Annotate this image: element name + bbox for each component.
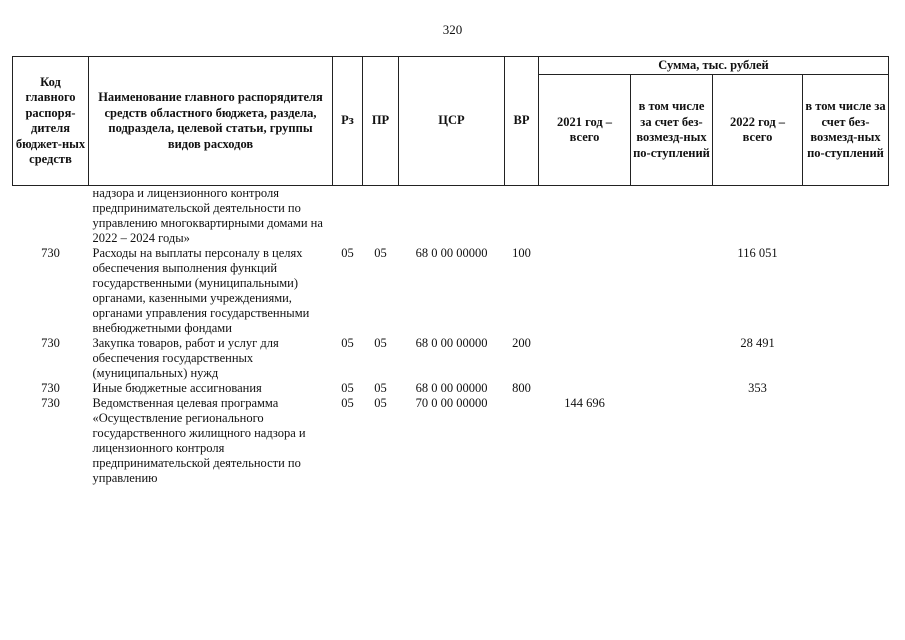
cell-code: 730 xyxy=(41,381,60,395)
cell-rz: 05 xyxy=(341,336,354,350)
table-row xyxy=(13,186,889,247)
header-2022-free: в том числе за счет без-возмезд-ных по-ступлений xyxy=(803,75,889,186)
cell-2021-total xyxy=(539,336,631,381)
cell-2021-free xyxy=(631,246,713,336)
cell-2021-total: 144 696 xyxy=(564,396,605,410)
cell-csr: 68 0 00 00000 xyxy=(415,381,488,395)
cell-2021-free xyxy=(631,381,713,396)
cell-pr: 05 xyxy=(374,336,387,350)
cell-pr xyxy=(363,186,399,247)
table-row xyxy=(13,396,889,486)
cell-vr: 800 xyxy=(512,381,531,395)
cell-rz: 05 xyxy=(341,396,354,410)
cell-rz: 05 xyxy=(341,381,354,395)
cell-2022-total xyxy=(713,186,803,247)
page-number: 320 xyxy=(442,22,463,37)
cell-2022-free xyxy=(803,186,889,247)
cell-csr: 68 0 00 00000 xyxy=(415,336,488,350)
cell-name: Расходы на выплаты персоналу в целях обеспечения выполнения функций государственными (муниципальными) органами, казенными учреждениями, органами управления государственными внебюджетными фондами xyxy=(92,246,310,335)
cell-2022-total: 28 491 xyxy=(740,336,775,350)
header-sum-group: Сумма, тыс. рублей xyxy=(539,57,889,75)
cell-pr: 05 xyxy=(374,396,387,410)
header-code: Код главного распоря-дителя бюджет-ных средств xyxy=(13,57,89,186)
header-pr: ПР xyxy=(363,57,399,186)
cell-name: Иные бюджетные ассигнования xyxy=(92,381,262,395)
cell-name: Ведомственная целевая программа «Осуществление регионального государственного жилищного надзора и лицензионного контроля предпринимательской деятельности по управлению xyxy=(92,396,306,485)
cell-name: Закупка товаров, работ и услуг для обеспечения государственных (муниципальных) нужд xyxy=(92,336,279,380)
header-csr: ЦСР xyxy=(399,57,505,186)
header-2021-total: 2021 год – всего xyxy=(539,75,631,186)
cell-vr: 100 xyxy=(512,246,531,260)
header-rz: Рз xyxy=(333,57,363,186)
cell-csr: 70 0 00 00000 xyxy=(415,396,488,410)
cell-2022-free xyxy=(803,246,889,336)
cell-name: надзора и лицензионного контроля предпринимательской деятельности по управлению многоквартирными домами на 2022 – 2024 годы» xyxy=(92,186,323,245)
cell-2022-free xyxy=(803,336,889,381)
cell-2022-total: 353 xyxy=(748,381,767,395)
cell-code: 730 xyxy=(41,396,60,410)
cell-rz: 05 xyxy=(341,246,354,260)
header-vr: ВР xyxy=(505,57,539,186)
table-row xyxy=(13,246,889,336)
cell-pr: 05 xyxy=(374,381,387,395)
table-row xyxy=(13,381,889,396)
cell-vr: 200 xyxy=(512,336,531,350)
cell-csr xyxy=(399,186,505,247)
budget-table xyxy=(12,56,889,486)
cell-2021-total xyxy=(539,186,631,247)
cell-code: 730 xyxy=(41,336,60,350)
header-2021-free: в том числе за счет без-возмезд-ных по-ступлений xyxy=(631,75,713,186)
cell-2021-free xyxy=(631,396,713,486)
header-row-top xyxy=(13,57,889,75)
cell-rz xyxy=(333,186,363,247)
header-name: Наименование главного распорядителя средств областного бюджета, раздела, подраздела, целевой статьи, группы видов расходов xyxy=(89,57,333,186)
cell-2021-free xyxy=(631,186,713,247)
cell-code xyxy=(13,186,89,247)
cell-2022-free xyxy=(803,381,889,396)
cell-2022-total: 116 051 xyxy=(737,246,778,260)
cell-2022-total xyxy=(713,396,803,486)
cell-2021-total xyxy=(539,381,631,396)
cell-2021-free xyxy=(631,336,713,381)
cell-vr xyxy=(505,396,539,486)
cell-2021-total xyxy=(539,246,631,336)
table-row xyxy=(13,336,889,381)
cell-2022-free xyxy=(803,396,889,486)
cell-csr: 68 0 00 00000 xyxy=(415,246,488,260)
cell-code: 730 xyxy=(41,246,60,260)
cell-pr: 05 xyxy=(374,246,387,260)
cell-vr xyxy=(505,186,539,247)
header-2022-total: 2022 год – всего xyxy=(713,75,803,186)
